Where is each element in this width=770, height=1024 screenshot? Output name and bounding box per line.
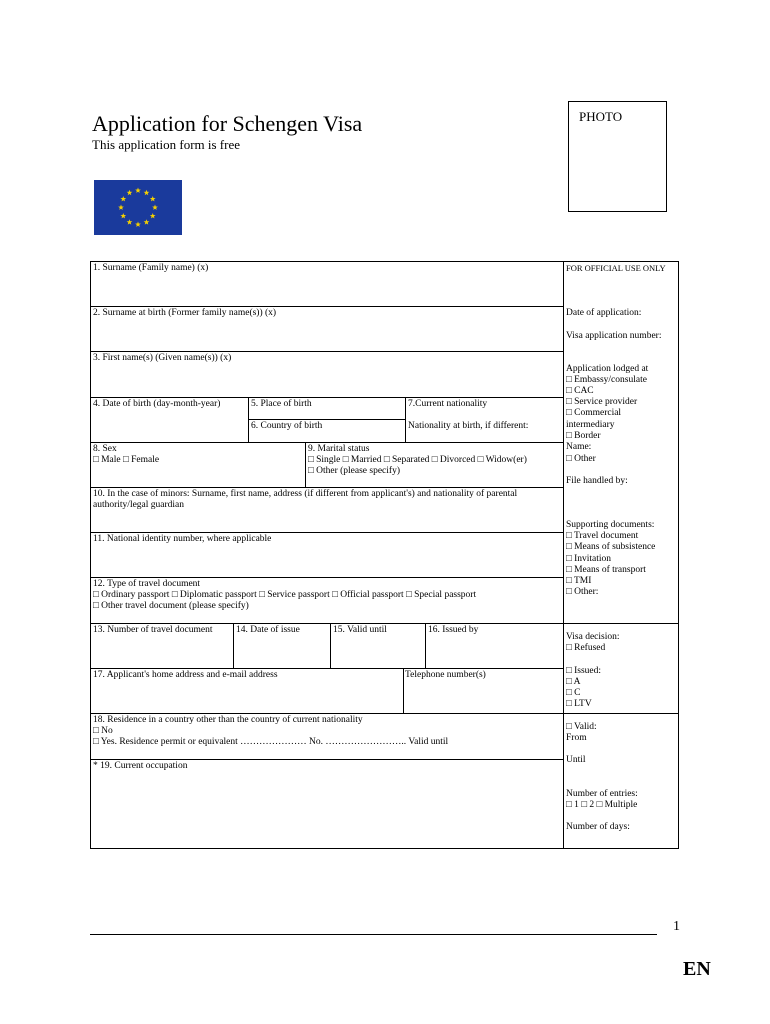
field-surname-label: 1. Surname (Family name) (x) xyxy=(93,263,209,273)
field-first-name-label: 3. First name(s) (Given name(s)) (x) xyxy=(93,353,232,363)
field-residence-label: 18. Residence in a country other than the country of current nationality xyxy=(93,715,363,725)
official-line[interactable]: □ 1 □ 2 □ Multiple xyxy=(566,800,638,810)
photo-label: PHOTO xyxy=(579,109,623,124)
page-title: Application for Schengen Visa xyxy=(92,111,363,136)
official-line: Date of application: xyxy=(566,308,642,318)
official-line[interactable]: □ Embassy/consulate xyxy=(566,375,647,385)
official-line: Application lodged at xyxy=(566,364,649,374)
footer-rule xyxy=(90,934,657,935)
official-line[interactable]: □ Border xyxy=(566,431,601,441)
official-line: From xyxy=(566,733,587,743)
field-place-of-birth-label: 5. Place of birth xyxy=(251,399,312,409)
official-line: intermediary xyxy=(566,420,615,430)
field-marital-status-other[interactable]: □ Other (please specify) xyxy=(308,466,400,476)
field-travel-document-label: 12. Type of travel document xyxy=(93,579,201,589)
field-national-id-label: 11. National identity number, where applicable xyxy=(93,534,272,544)
field-residence-no[interactable]: □ No xyxy=(93,726,113,736)
field-first-name-input[interactable] xyxy=(91,365,562,396)
page-number: 1 xyxy=(673,919,680,934)
field-date-of-issue-label: 14. Date of issue xyxy=(236,625,300,635)
official-line: Supporting documents: xyxy=(566,520,655,530)
field-surname-at-birth-input[interactable] xyxy=(91,320,562,350)
field-sex-label: 8. Sex xyxy=(93,444,117,454)
field-home-address-label: 17. Applicant's home address and e-mail address xyxy=(93,670,278,680)
field-minors-label: 10. In the case of minors: Surname, first name, address (if different from applicant's) and nationality of parental xyxy=(93,489,518,499)
official-line[interactable]: □ Means of transport xyxy=(566,565,646,575)
field-issued-by-label: 16. Issued by xyxy=(428,625,479,635)
official-line[interactable]: □ Commercial xyxy=(566,408,622,418)
official-line[interactable]: □ C xyxy=(566,688,581,698)
official-line: Visa application number: xyxy=(566,331,662,341)
official-line: Number of days: xyxy=(566,822,630,832)
field-occupation-label: * 19. Current occupation xyxy=(93,761,188,771)
field-nationality-at-birth-label: Nationality at birth, if different: xyxy=(408,421,529,431)
field-residence-yes[interactable]: □ Yes. Residence permit or equivalent ………………… No. …………………….. Valid until xyxy=(93,737,449,747)
field-surname-at-birth-label: 2. Surname at birth (Former family name(s)) (x) xyxy=(93,308,277,318)
field-valid-until-label: 15. Valid until xyxy=(333,625,387,635)
official-line: Number of entries: xyxy=(566,789,638,799)
official-line: Until xyxy=(566,755,586,765)
official-line[interactable]: □ LTV xyxy=(566,699,592,709)
field-date-of-birth-label: 4. Date of birth (day-month-year) xyxy=(93,399,221,409)
official-line[interactable]: □ Issued: xyxy=(566,666,602,676)
language-code: EN xyxy=(683,958,711,980)
field-travel-document-options[interactable]: □ Ordinary passport □ Diplomatic passport □ Service passport □ Official passport □ Special passport xyxy=(93,590,477,600)
official-use-header: FOR OFFICIAL USE ONLY xyxy=(566,263,666,273)
official-line: Name: xyxy=(566,442,592,452)
field-sex-options[interactable]: □ Male □ Female xyxy=(93,455,160,465)
field-marital-status-label: 9. Marital status xyxy=(308,444,370,454)
official-line[interactable]: □ CAC xyxy=(566,386,594,396)
official-line[interactable]: □ Valid: xyxy=(566,722,597,732)
field-minors-label-cont: authority/legal guardian xyxy=(93,500,185,510)
field-travel-document-other[interactable]: □ Other travel document (please specify) xyxy=(93,601,249,611)
page-subtitle: This application form is free xyxy=(92,137,241,152)
field-national-id-input[interactable] xyxy=(91,546,562,576)
official-line[interactable]: □ Service provider xyxy=(566,397,638,407)
eu-flag-icon xyxy=(94,180,182,235)
field-country-of-birth-label: 6. Country of birth xyxy=(251,421,323,431)
field-current-nationality-label: 7.Current nationality xyxy=(408,399,488,409)
official-line: File handled by: xyxy=(566,476,628,486)
field-occupation-input[interactable] xyxy=(91,773,562,847)
official-line[interactable]: □ Means of subsistence xyxy=(566,542,656,552)
field-surname-input[interactable] xyxy=(91,275,562,305)
official-line[interactable]: □ Invitation xyxy=(566,554,612,564)
official-line[interactable]: □ Refused xyxy=(566,643,606,653)
official-line[interactable]: □ A xyxy=(566,677,581,687)
official-line[interactable]: □ Travel document xyxy=(566,531,639,541)
field-telephone-label: Telephone number(s) xyxy=(405,670,486,680)
field-marital-status-options[interactable]: □ Single □ Married □ Separated □ Divorced □ Widow(er) xyxy=(308,455,527,465)
official-line[interactable]: □ Other: xyxy=(566,587,599,597)
official-line[interactable]: □ TMI xyxy=(566,576,592,586)
official-line[interactable]: □ Other xyxy=(566,454,596,464)
official-line: Visa decision: xyxy=(566,632,620,642)
field-travel-doc-number-label: 13. Number of travel document xyxy=(93,625,213,635)
photo-box xyxy=(568,101,667,212)
